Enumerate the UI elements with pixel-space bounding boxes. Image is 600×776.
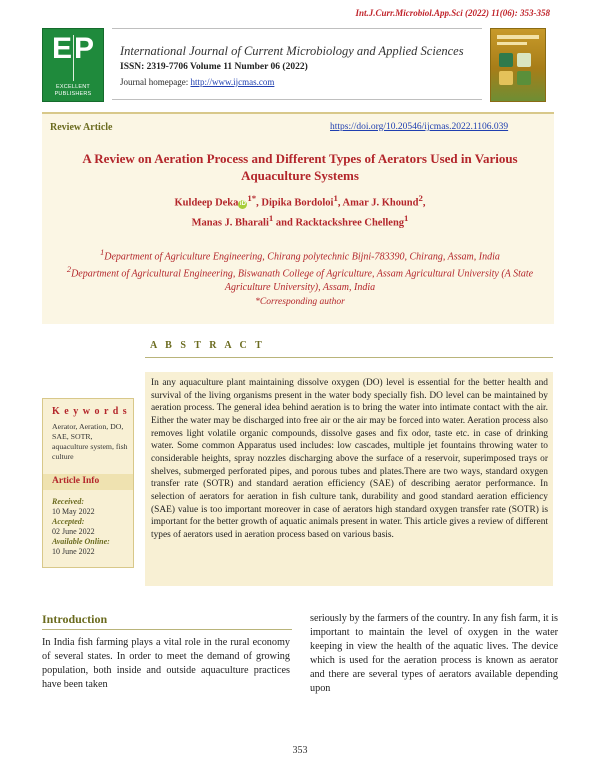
author-name[interactable]: Kuldeep Deka: [174, 197, 239, 209]
keywords-heading: K e y w o r d s: [52, 406, 128, 417]
affiliations: $^1$Department of Agriculture Engineering, Chirang polytechnic Bijni-783390, Chirang, Assam, India $^2$Department of Agricultural Engineering, Biswanath College of Agriculture, Assam Agricultural University (A State Agriculture University), Assam, India: [66, 248, 534, 293]
journal-citation: Int.J.Curr.Microbiol.App.Sci (2022) 11(06): 353-358: [355, 8, 550, 18]
affiliation-1: Department of Agriculture Engineering, Chirang polytechnic Bijni-783390, Chirang, Assam, India: [104, 251, 500, 263]
author-list: Kuldeep Deka $iD^{1*}$, Dipika Bordoloi$^1$, Amar J. Khound$^2$, Manas J. Bharali$^1$ and Racktackshree Chelleng$^1$: [174, 193, 426, 228]
doi-link[interactable]: https://doi.org/10.20546/ijcmas.2022.1106.039: [330, 122, 509, 132]
author-name: , Amar J. Khound: [337, 197, 419, 209]
abstract-text: In any aquaculture plant maintaining dissolve oxygen (DO) level is essential for the better health and survival of the living organisms present in the water body specially fish. DO level can be maintained by aeration process. The general idea behind aeration is to bring the water into intimate contact with the air. Either the water may be discharged into free air or the air may be forced into water. Aeration process also removes light volatile organic compounds, dissolve gases and fix odor, taste etc. in case of drinking water. Some common Apparatus used includes: low cascades, multiple jet fountains throwing water to considerable heights, spray nozzles discharging above the surface of a reservoir, superimposed trays or shelves, submerged perforated pipes, and porous tubes and plates.There are two ways, standard oxygen transfer rate (SOTR) and standard aeration efficiency (SAE) of describing aerator performance. In selection of aerators for aeration in fish culture tank, durability and good standard aeration efficiency (SAE) value is too important moreover in case of aerators high standard oxygen transfer rate (SOTR) is important for the better growth of aquatic animals present in water. This article gives a review of different types of aerators used in aeration process based on various basis.: [151, 378, 548, 540]
article-type: Review Article: [50, 122, 113, 133]
journal-title: International Journal of Current Microbiology and Applied Sciences: [120, 44, 464, 58]
article-dates: [52, 497, 132, 557]
affiliation-2: Department of Agricultural Engineering, Biswanath College of Agriculture, Assam Agricultural University (A State Agriculture University), Assam, India: [71, 268, 534, 293]
author-name: and Racktackshree Chelleng: [273, 217, 405, 228]
paper-title: A Review on Aeration Process and Different Types of Aerators Used in Various Aquaculture Systems: [82, 151, 518, 183]
journal-homepage: [120, 77, 274, 87]
accepted-label: Accepted:: [52, 517, 85, 526]
body-column-right: seriously by the farmers of the country. In any fish farm, it is important to maintain the level of oxygen in the water keeping in view the health of the aquatic lives. The device which is used for the aeration process is known as aerator and there are several types of aerators available depending upon: [310, 613, 558, 694]
online-label: Available Online:: [52, 537, 110, 546]
accepted-date: 02 June 2022: [52, 527, 95, 536]
author-name: Manas J. Bharali: [191, 217, 269, 228]
orcid-icon[interactable]: iD: [239, 200, 246, 207]
logo-letter-e: E: [51, 32, 72, 65]
online-date: 10 June 2022: [52, 547, 95, 556]
corresponding-author-note: *Corresponding author: [255, 297, 345, 307]
section-heading-introduction: Introduction: [42, 612, 108, 626]
received-date: 10 May 2022: [52, 507, 95, 516]
received-label: Received:: [52, 497, 84, 506]
publisher-logo: [42, 28, 104, 102]
homepage-link[interactable]: http://www.ijcmas.com: [190, 77, 275, 87]
abstract-divider: [145, 357, 553, 358]
section-divider: [42, 629, 292, 630]
logo-wordmark: EXCELLENT PUBLISHERS: [54, 84, 92, 97]
abstract-heading: A B S T R A C T: [150, 340, 265, 351]
page-number: 353: [292, 745, 308, 756]
issn-line: ISSN: 2319-7706 Volume 11 Number 06 (2022): [120, 62, 308, 72]
logo-letter-p: P: [73, 32, 94, 65]
body-column-left: In India fish farming plays a vital role in the rural economy of several states. In order to meet the demand of growing population, both inside and outside aquaculture practices have been taken: [42, 637, 290, 690]
homepage-label: Journal homepage:: [120, 77, 191, 87]
keywords-list: Aerator, Aeration, DO, SAE, SOTR, aquaculture system, fish culture: [52, 422, 128, 461]
journal-cover-image: [490, 28, 546, 102]
author-name: , Dipika Bordoloi: [256, 197, 334, 209]
article-info-heading: Article Info: [52, 476, 100, 486]
